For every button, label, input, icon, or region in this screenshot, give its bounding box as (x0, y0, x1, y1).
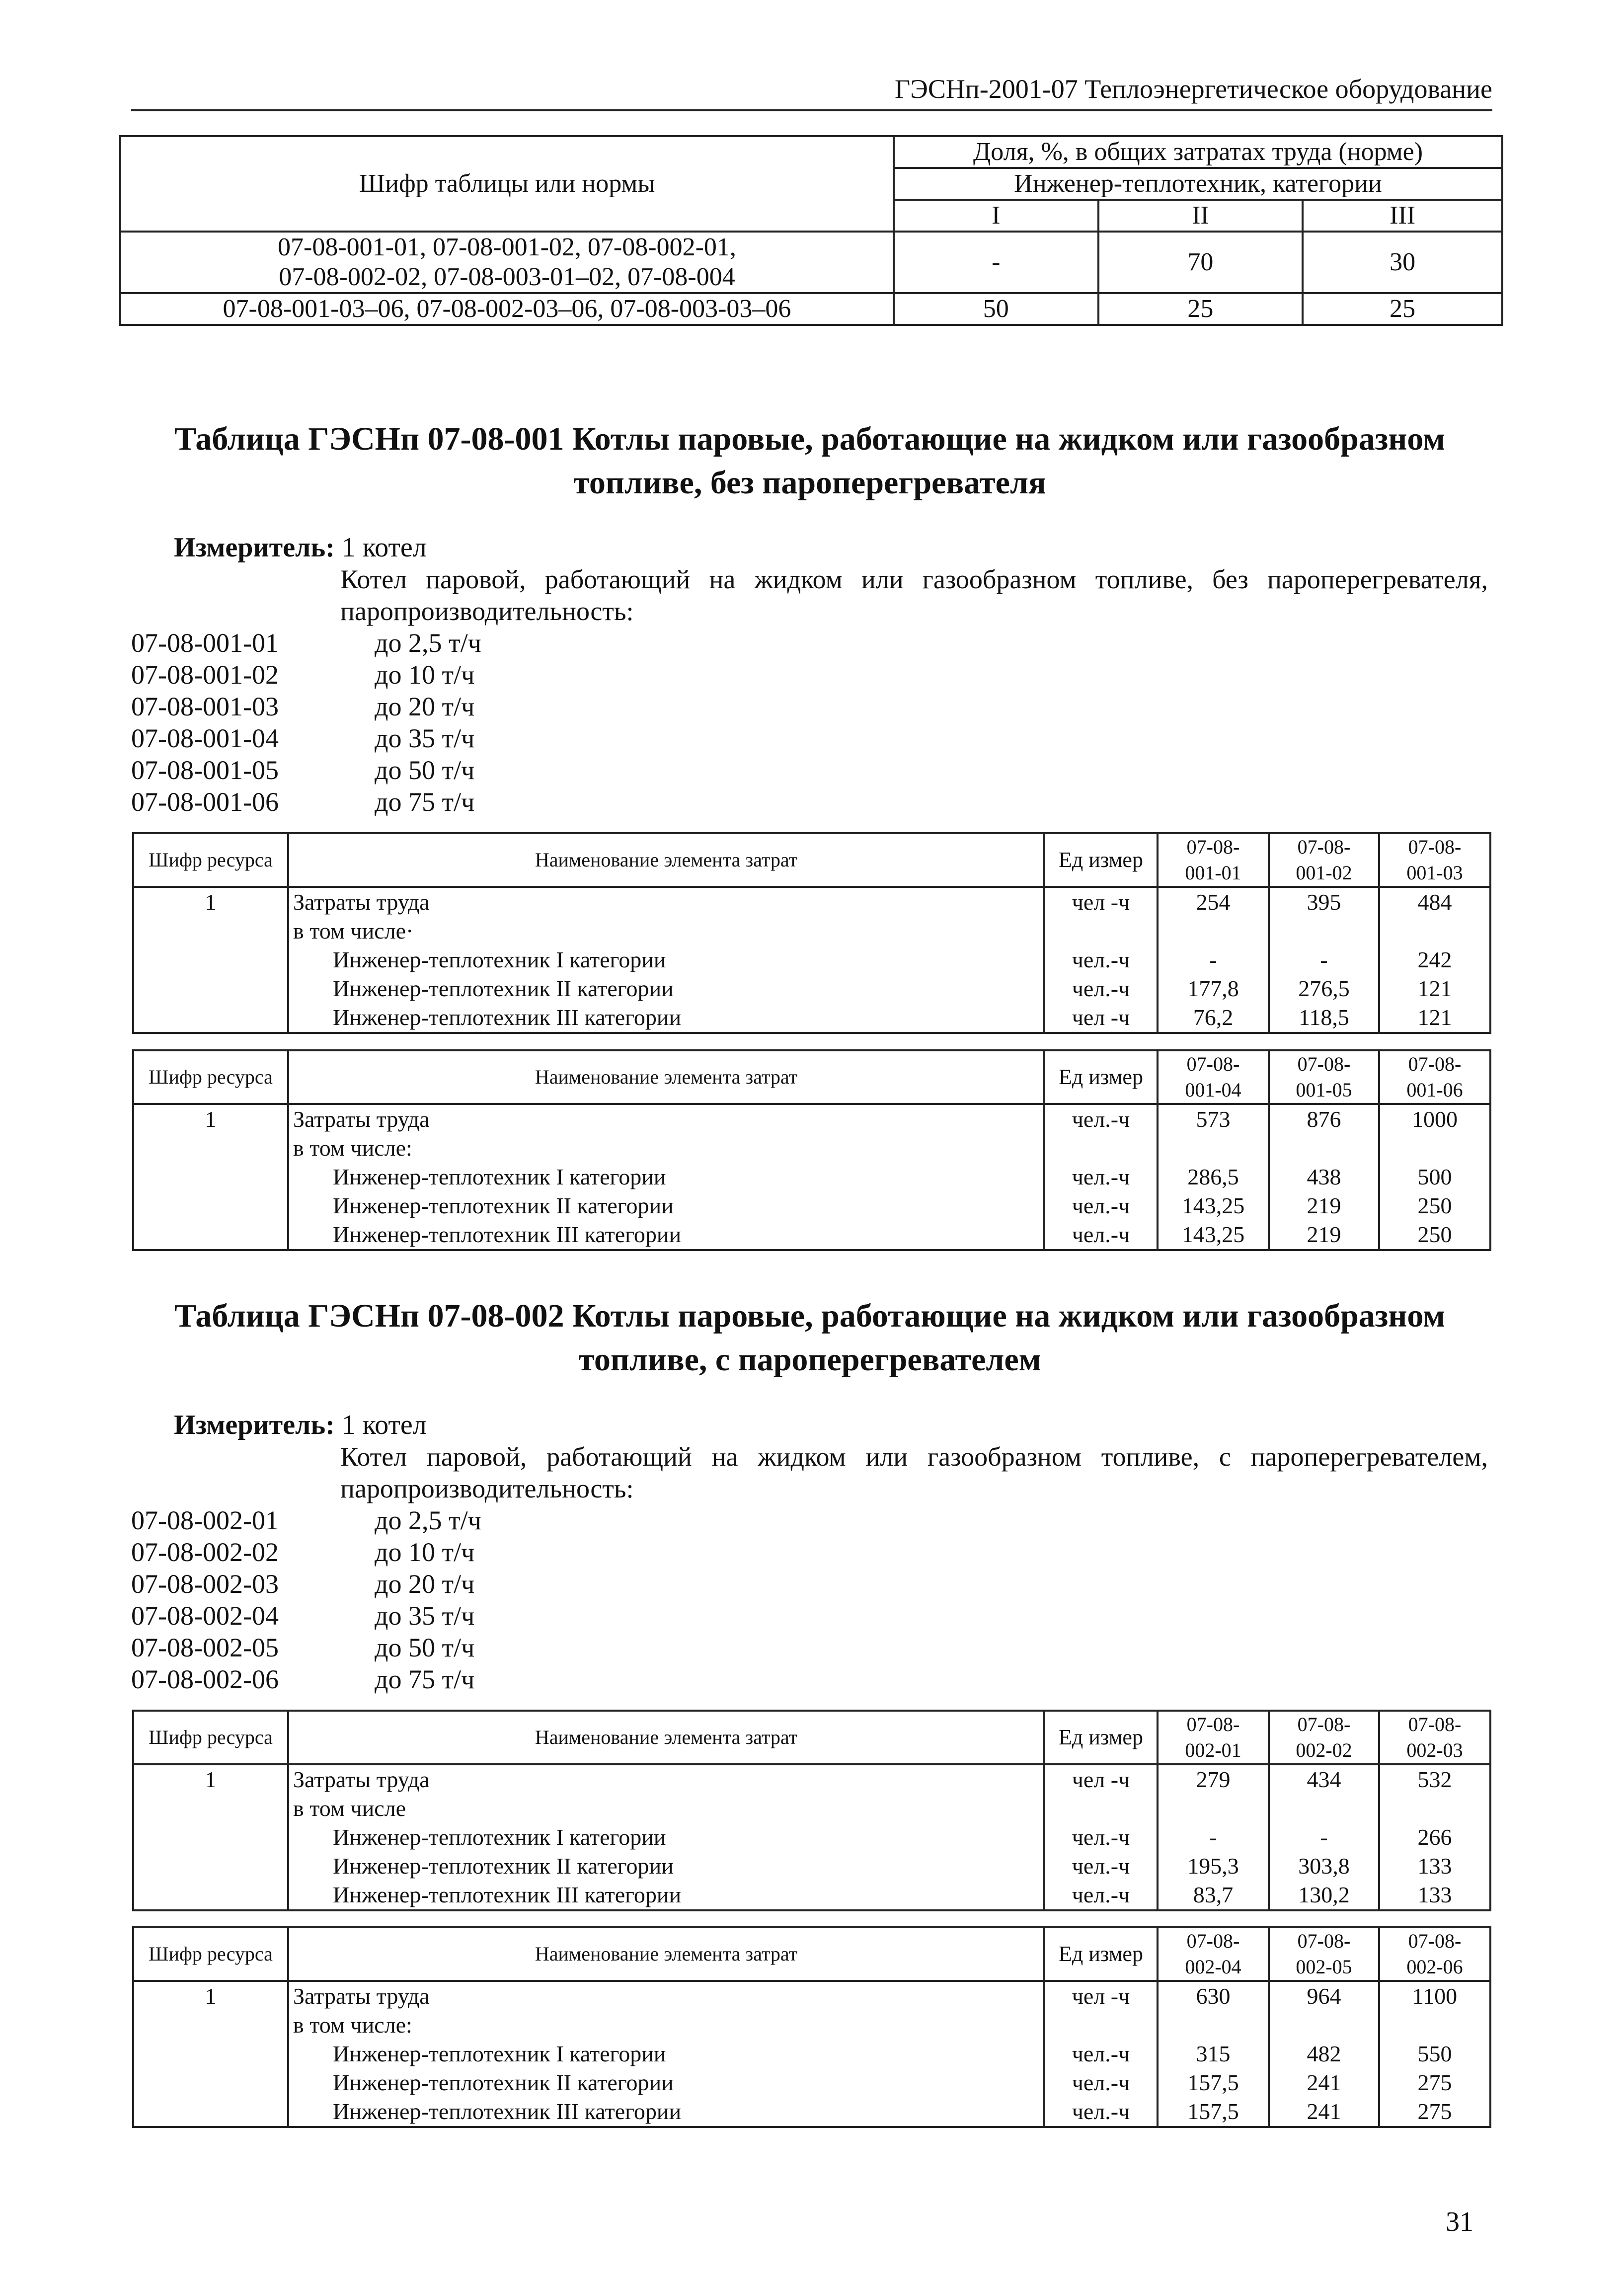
col-unit: Ед измер (1044, 1927, 1158, 1981)
norm-value-cell: 303,8 (1298, 1853, 1350, 1879)
norm-value-cell: - (1209, 1824, 1217, 1850)
section-title (89, 1294, 1530, 1382)
unit: чел.-ч (1072, 1824, 1130, 1850)
resource-code (133, 1104, 288, 1250)
norm-item (131, 1632, 481, 1663)
norm-value-cell: 121 (1417, 976, 1452, 1001)
col-norm (1269, 1927, 1379, 1981)
unit: чел.-ч (1072, 2099, 1130, 2124)
norm-values (1269, 1104, 1379, 1250)
norm-code: 07-08-002-02 (131, 1537, 279, 1567)
share-value: 70 (1098, 232, 1303, 293)
norm-value-cell: 157,5 (1187, 2070, 1239, 2095)
labor-share-table (119, 135, 1503, 326)
element-name: Инженер-теплотехник I категории (333, 1164, 666, 1189)
section-title (89, 417, 1530, 505)
unit: чел -ч (1072, 1983, 1130, 2009)
norm-value: до 20 т/ч (375, 692, 475, 721)
norm-value-cell: 241 (1307, 2099, 1341, 2124)
col-norm (1158, 833, 1269, 887)
unit: чел -ч (1072, 1767, 1130, 1792)
norm-value-cell: 121 (1417, 1005, 1452, 1030)
norm-head-line: 001-06 (1406, 1079, 1463, 1101)
norm-value: до 20 т/ч (375, 1569, 475, 1599)
col-unit: Ед измер (1044, 1711, 1158, 1764)
norm-value-cell (1274, 1794, 1374, 1823)
norm-value: до 35 т/ч (375, 1601, 475, 1631)
norm-value-cell: 133 (1417, 1882, 1452, 1907)
norm-item (131, 1504, 481, 1536)
units (1044, 1104, 1158, 1250)
col-resource-code: Шифр ресурса (133, 833, 288, 887)
norm-value: до 35 т/ч (375, 723, 475, 753)
element-name: Инженер-теплотехник I категории (333, 2041, 666, 2066)
norm-head-line: 07-08- (1186, 1713, 1240, 1735)
norm-head-line: 07-08- (1186, 1053, 1240, 1075)
norm-head-line: 07-08- (1408, 1053, 1462, 1075)
unit: чел.-ч (1072, 1853, 1130, 1879)
share-row-code: 07-08-001-03–06, 07-08-002-03–06, 07-08-003-03–06 (120, 293, 894, 325)
norm-head-line: 07-08- (1408, 836, 1462, 858)
norm-code: 07-08-001-05 (131, 755, 279, 785)
element-name: Затраты труда (293, 1983, 430, 2009)
norm-head-line: 002-02 (1296, 1739, 1352, 1761)
norm-values (1379, 1104, 1490, 1250)
category-header: I (894, 200, 1098, 232)
element-names (288, 1764, 1044, 1910)
norm-value-cell: 143,25 (1181, 1222, 1245, 1247)
col-norm (1269, 1050, 1379, 1104)
norm-values (1269, 887, 1379, 1033)
norm-value-cell: 550 (1417, 2041, 1452, 2066)
table-row (133, 1981, 1490, 2127)
norm-item (131, 1663, 481, 1695)
norm-list (131, 627, 481, 818)
norm-value-cell: 266 (1417, 1824, 1452, 1850)
share-value: 50 (894, 293, 1098, 325)
share-value: - (894, 232, 1098, 293)
norm-head-line: 001-05 (1296, 1079, 1352, 1101)
resource-table (132, 1049, 1491, 1251)
resource-code (133, 1981, 288, 2127)
norm-value-cell: 118,5 (1299, 1005, 1349, 1030)
share-header: Доля, %, в общих затратах труда (норме) (894, 136, 1502, 168)
units (1044, 887, 1158, 1033)
norm-value-cell: 286,5 (1187, 1164, 1239, 1189)
unit (1049, 2011, 1153, 2040)
col-element-name: Наименование элемента затрат (288, 833, 1044, 887)
norm-head-line: 07-08- (1297, 1053, 1351, 1075)
norm-head-line: 002-04 (1185, 1956, 1241, 1978)
norm-code: 07-08-002-04 (131, 1601, 279, 1631)
norm-values (1269, 1981, 1379, 2127)
unit: чел.-ч (1072, 1106, 1130, 1132)
norm-value-cell: 1100 (1412, 1983, 1458, 2009)
norm-value: до 75 т/ч (375, 1664, 475, 1694)
element-name: Затраты труда (293, 1767, 430, 1792)
norm-code: 07-08-002-01 (131, 1505, 279, 1535)
unit: чел -ч (1072, 1005, 1130, 1030)
norm-value-cell (1384, 917, 1485, 945)
norm-values (1379, 1981, 1490, 2127)
norm-value: до 10 т/ч (375, 660, 475, 690)
norm-values (1379, 887, 1490, 1033)
resource-table (132, 1710, 1491, 1911)
norm-value-cell: 254 (1196, 889, 1231, 915)
norm-value-cell: 275 (1417, 2099, 1452, 2124)
norm-value-cell: 532 (1417, 1767, 1452, 1792)
measure-value: 1 котел (341, 532, 427, 563)
element-name: Инженер-теплотехник II категории (333, 1853, 674, 1879)
col-resource-code: Шифр ресурса (133, 1927, 288, 1981)
unit: чел -ч (1072, 889, 1130, 915)
resource-code-value: 1 (205, 1767, 217, 1792)
norm-value-cell: 395 (1307, 889, 1341, 915)
norm-value-cell: 1000 (1412, 1106, 1458, 1132)
element-name: Инженер-теплотехник II категории (333, 1193, 674, 1218)
norm-value-cell: 242 (1417, 947, 1452, 972)
norm-head-line: 002-01 (1185, 1739, 1241, 1761)
norm-value-cell: 484 (1417, 889, 1452, 915)
unit: чел.-ч (1072, 947, 1130, 972)
norm-head-line: 07-08- (1297, 1930, 1351, 1952)
resource-table (132, 1926, 1491, 2128)
element-names (288, 1104, 1044, 1250)
section-title-line: топливе, с пароперегревателем (578, 1341, 1041, 1378)
norm-list (131, 1504, 481, 1695)
norm-head-line: 002-05 (1296, 1956, 1352, 1978)
col-norm (1379, 1050, 1490, 1104)
norm-value-cell: 275 (1417, 2070, 1452, 2095)
element-names (288, 887, 1044, 1033)
norm-value-cell: 279 (1196, 1767, 1231, 1792)
share-value: 25 (1303, 293, 1502, 325)
norm-value: до 50 т/ч (375, 1633, 475, 1662)
norm-code: 07-08-001-01 (131, 628, 279, 658)
norm-head-line: 07-08- (1297, 1713, 1351, 1735)
col-element-name: Наименование элемента затрат (288, 1711, 1044, 1764)
norm-value-cell: 143,25 (1181, 1193, 1245, 1218)
norm-item (131, 691, 481, 722)
units (1044, 1764, 1158, 1910)
norm-head-line: 001-04 (1185, 1079, 1241, 1101)
element-name: в том числе· (293, 918, 414, 944)
resource-code-value: 1 (205, 1106, 217, 1132)
measure-line (174, 532, 427, 563)
section-title-line: Таблица ГЭСНп 07-08-002 Котлы паровые, работающие на жидком или газообразном (174, 1298, 1446, 1334)
norm-value-cell (1384, 1134, 1485, 1163)
col-norm (1379, 1711, 1490, 1764)
section-title-line: топливе, без пароперегревателя (573, 465, 1046, 501)
measure-label: Измеритель: (174, 532, 335, 563)
norm-item (131, 786, 481, 818)
resource-code (133, 887, 288, 1033)
share-value: 30 (1303, 232, 1502, 293)
norm-value-cell (1274, 917, 1374, 945)
norm-value-cell: 434 (1307, 1767, 1341, 1792)
col-element-name: Наименование элемента затрат (288, 1050, 1044, 1104)
norm-head-line: 07-08- (1408, 1930, 1462, 1952)
col-norm (1269, 833, 1379, 887)
norm-value-cell (1384, 1794, 1485, 1823)
norm-value-cell: 573 (1196, 1106, 1231, 1132)
share-row (120, 293, 1502, 325)
units (1044, 1981, 1158, 2127)
norm-values (1158, 1764, 1269, 1910)
page-number: 31 (1446, 2206, 1473, 2237)
page-header (131, 69, 1492, 111)
element-name: Инженер-теплотехник II категории (333, 2070, 674, 2095)
norm-values (1158, 1981, 1269, 2127)
norm-values (1379, 1764, 1490, 1910)
table-row (133, 887, 1490, 1033)
norm-value-cell: 438 (1307, 1164, 1341, 1189)
document-title: ГЭСНп-2001-07 Теплоэнергетическое оборудование (894, 74, 1492, 104)
share-row-code (120, 232, 894, 293)
norm-code: 07-08-001-02 (131, 660, 279, 690)
unit: чел.-ч (1072, 1222, 1130, 1247)
col-unit: Ед измер (1044, 1050, 1158, 1104)
unit: чел.-ч (1072, 2041, 1130, 2066)
norm-item (131, 659, 481, 691)
unit (1049, 917, 1153, 945)
element-name: Затраты труда (293, 889, 430, 915)
element-name: в том числе: (293, 2012, 412, 2038)
col-norm (1158, 1927, 1269, 1981)
col-norm (1269, 1711, 1379, 1764)
norm-head-line: 001-02 (1296, 862, 1352, 884)
norm-code: 07-08-002-03 (131, 1569, 279, 1599)
norm-values (1158, 1104, 1269, 1250)
element-name: Инженер-теплотехник II категории (333, 976, 674, 1001)
unit: чел.-ч (1072, 1882, 1130, 1907)
norm-value-cell: - (1320, 1824, 1328, 1850)
norm-value-cell: 250 (1417, 1222, 1452, 1247)
norm-value: до 2,5 т/ч (375, 1505, 481, 1535)
norm-code: 07-08-002-06 (131, 1664, 279, 1694)
norm-code: 07-08-001-04 (131, 723, 279, 753)
norm-item (131, 754, 481, 786)
norm-value-cell (1162, 1134, 1264, 1163)
element-name: Инженер-теплотехник I категории (333, 947, 666, 972)
element-name: в том числе (293, 1796, 406, 1821)
norm-values (1269, 1764, 1379, 1910)
unit (1049, 1794, 1153, 1823)
col-norm (1158, 1050, 1269, 1104)
norm-value-cell: 76,2 (1193, 1005, 1234, 1030)
norm-head-line: 07-08- (1408, 1713, 1462, 1735)
measure-line (174, 1409, 427, 1441)
table-row (133, 1104, 1490, 1250)
resource-code (133, 1764, 288, 1910)
norm-value-cell: 177,8 (1187, 976, 1239, 1001)
element-name: Инженер-теплотехник III категории (333, 1005, 682, 1030)
category-header: III (1303, 200, 1502, 232)
share-code-header: Шифр таблицы или нормы (120, 136, 894, 232)
norm-code: 07-08-002-05 (131, 1633, 279, 1662)
share-row-code-line: 07-08-001-01, 07-08-001-02, 07-08-002-01, (278, 233, 736, 261)
norm-value-cell: 500 (1417, 1164, 1452, 1189)
norm-value-cell: 315 (1196, 2041, 1231, 2066)
norm-code: 07-08-001-03 (131, 692, 279, 721)
norm-value: до 10 т/ч (375, 1537, 475, 1567)
norm-value-cell: 482 (1307, 2041, 1341, 2066)
norm-item (131, 722, 481, 754)
norm-item (131, 1536, 481, 1568)
norm-value-cell: 83,7 (1193, 1882, 1234, 1907)
element-name: Инженер-теплотехник III категории (333, 1222, 682, 1247)
unit: чел.-ч (1072, 1164, 1130, 1189)
norm-value-cell: 250 (1417, 1193, 1452, 1218)
norm-head-line: 001-01 (1185, 862, 1241, 884)
element-names (288, 1981, 1044, 2127)
norm-value: до 75 т/ч (375, 787, 475, 817)
share-row-code-line: 07-08-002-02, 07-08-003-01–02, 07-08-004 (279, 263, 735, 291)
norm-value-cell: - (1209, 947, 1217, 972)
category-header: II (1098, 200, 1303, 232)
norm-value-cell (1384, 2011, 1485, 2040)
norm-head-line: 001-03 (1406, 862, 1463, 884)
norm-value-cell: 157,5 (1187, 2099, 1239, 2124)
section-title-line: Таблица ГЭСНп 07-08-001 Котлы паровые, работающие на жидком или газообразном (174, 421, 1446, 457)
norm-value: до 2,5 т/ч (375, 628, 481, 658)
resource-code-value: 1 (205, 1983, 217, 2009)
norm-head-line: 07-08- (1297, 836, 1351, 858)
norm-value-cell: 130,2 (1298, 1882, 1350, 1907)
norm-code: 07-08-001-06 (131, 787, 279, 817)
norm-value-cell: 133 (1417, 1853, 1452, 1879)
unit: чел.-ч (1072, 2070, 1130, 2095)
norm-value-cell (1274, 2011, 1374, 2040)
norm-value-cell (1162, 1794, 1264, 1823)
norm-value-cell: 630 (1196, 1983, 1231, 2009)
resource-code-value: 1 (205, 889, 217, 915)
norm-values (1158, 887, 1269, 1033)
norm-value-cell: 195,3 (1187, 1853, 1239, 1879)
norm-value-cell (1162, 2011, 1264, 2040)
unit: чел.-ч (1072, 1193, 1130, 1218)
norm-item (131, 627, 481, 659)
norm-value-cell: 241 (1307, 2070, 1341, 2095)
norm-value-cell: 276,5 (1298, 976, 1350, 1001)
col-norm (1158, 1711, 1269, 1764)
col-resource-code: Шифр ресурса (133, 1711, 288, 1764)
col-unit: Ед измер (1044, 833, 1158, 887)
norm-value-cell: 876 (1307, 1106, 1341, 1132)
element-name: Инженер-теплотехник I категории (333, 1824, 666, 1850)
norm-head-line: 002-03 (1406, 1739, 1463, 1761)
element-name: в том числе: (293, 1135, 412, 1161)
norm-item (131, 1568, 481, 1600)
share-value: 25 (1098, 293, 1303, 325)
table-row (133, 1764, 1490, 1910)
norm-value-cell (1274, 1134, 1374, 1163)
col-resource-code: Шифр ресурса (133, 1050, 288, 1104)
measure-label: Измеритель: (174, 1410, 335, 1440)
norm-head-line: 07-08- (1186, 1930, 1240, 1952)
role-header: Инженер-теплотехник, категории (894, 168, 1502, 200)
norm-value-cell: 219 (1307, 1222, 1341, 1247)
norm-value: до 50 т/ч (375, 755, 475, 785)
col-norm (1379, 1927, 1490, 1981)
element-name: Инженер-теплотехник III категории (333, 2099, 682, 2124)
share-row (120, 232, 1502, 293)
col-element-name: Наименование элемента затрат (288, 1927, 1044, 1981)
section-description: Котел паровой, работающий на жидком или газообразном топливе, с пароперегревателем, паропроизводительность: (340, 1442, 1488, 1503)
norm-value-cell (1162, 917, 1264, 945)
element-name: Затраты труда (293, 1106, 430, 1132)
element-name: Инженер-теплотехник III категории (333, 1882, 682, 1907)
unit: чел.-ч (1072, 976, 1130, 1001)
norm-value-cell: 219 (1307, 1193, 1341, 1218)
norm-head-line: 07-08- (1186, 836, 1240, 858)
measure-value: 1 котел (341, 1410, 427, 1440)
norm-head-line: 002-06 (1406, 1956, 1463, 1978)
section-description: Котел паровой, работающий на жидком или газообразном топливе, без пароперегревателя, паропроизводительность: (340, 564, 1488, 626)
resource-table (132, 832, 1491, 1034)
norm-value-cell: - (1320, 947, 1328, 972)
unit (1049, 1134, 1153, 1163)
col-norm (1379, 833, 1490, 887)
norm-item (131, 1600, 481, 1632)
norm-value-cell: 964 (1307, 1983, 1341, 2009)
